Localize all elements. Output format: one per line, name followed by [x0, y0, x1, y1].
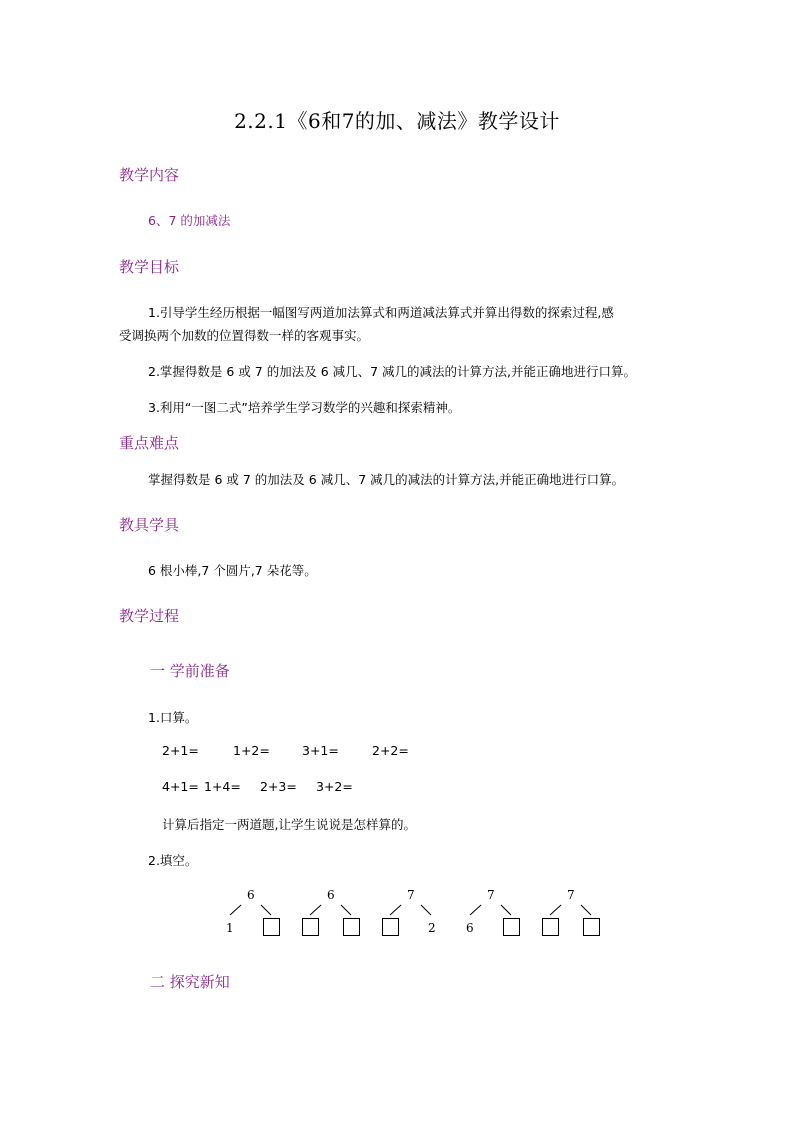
heading-teaching-tools: 教具学具: [119, 516, 180, 534]
teaching-tools-text: 6 根小棒,7 个圆片,7 朵花等。: [148, 563, 317, 578]
goal-1-line-1: 1.引导学生经历根据一幅图写两道加法算式和两道减法算式并算出得数的探索过程,感: [148, 305, 614, 320]
oral-item: 4+1=: [162, 779, 199, 794]
goal-1-line-2: 受调换两个加数的位置得数一样的客观事实。: [119, 328, 370, 343]
answer-box[interactable]: [503, 918, 520, 936]
diagram-given-number: 6: [466, 921, 474, 935]
oral-item: 2+2=: [372, 743, 409, 758]
oral-item: 3+1=: [302, 743, 339, 758]
diagram-top-number: 6: [327, 888, 335, 902]
answer-box[interactable]: [583, 918, 600, 936]
heading-teaching-content: 教学内容: [119, 166, 180, 184]
step-1-heading: 一 学前准备: [150, 662, 230, 680]
diagram-given-number: 1: [226, 921, 234, 935]
diagram-top-number: 7: [567, 888, 575, 902]
document-title: 2.2.1《6和7的加、减法》教学设计: [234, 109, 560, 133]
heading-teaching-process: 教学过程: [119, 607, 180, 625]
oral-item: 3+2=: [316, 779, 353, 794]
oral-item: 2+3=: [260, 779, 297, 794]
heading-key-points: 重点难点: [119, 434, 180, 452]
goal-3: 3.利用“一图二式”培养学生学习数学的兴趣和探索精神。: [148, 400, 461, 415]
answer-box[interactable]: [263, 918, 280, 936]
answer-box[interactable]: [382, 918, 399, 936]
teaching-content-text: 6、7 的加减法: [148, 213, 231, 228]
key-points-text: 掌握得数是 6 或 7 的加法及 6 减几、7 减几的减法的计算方法,并能正确地进行口算。: [148, 472, 625, 487]
answer-box[interactable]: [343, 918, 360, 936]
diagram-top-number: 7: [407, 888, 415, 902]
goal-2: 2.掌握得数是 6 或 7 的加法及 6 减几、7 减几的减法的计算方法,并能正确地进行口算。: [148, 364, 637, 379]
oral-item: 1+4=: [204, 779, 241, 794]
answer-box[interactable]: [302, 918, 319, 936]
step-2-heading: 二 探究新知: [150, 973, 230, 991]
heading-teaching-goals: 教学目标: [119, 258, 180, 276]
diagram-top-number: 7: [487, 888, 495, 902]
diagram-given-number: 2: [428, 921, 436, 935]
diagram-top-number: 6: [247, 888, 255, 902]
oral-calc-label: 1.口算。: [148, 710, 198, 725]
oral-item: 2+1=: [162, 743, 199, 758]
answer-box[interactable]: [542, 918, 559, 936]
oral-calc-note: 计算后指定一两道题,让学生说说是怎样算的。: [162, 817, 416, 832]
fill-blank-label: 2.填空。: [148, 853, 198, 868]
oral-item: 1+2=: [233, 743, 270, 758]
